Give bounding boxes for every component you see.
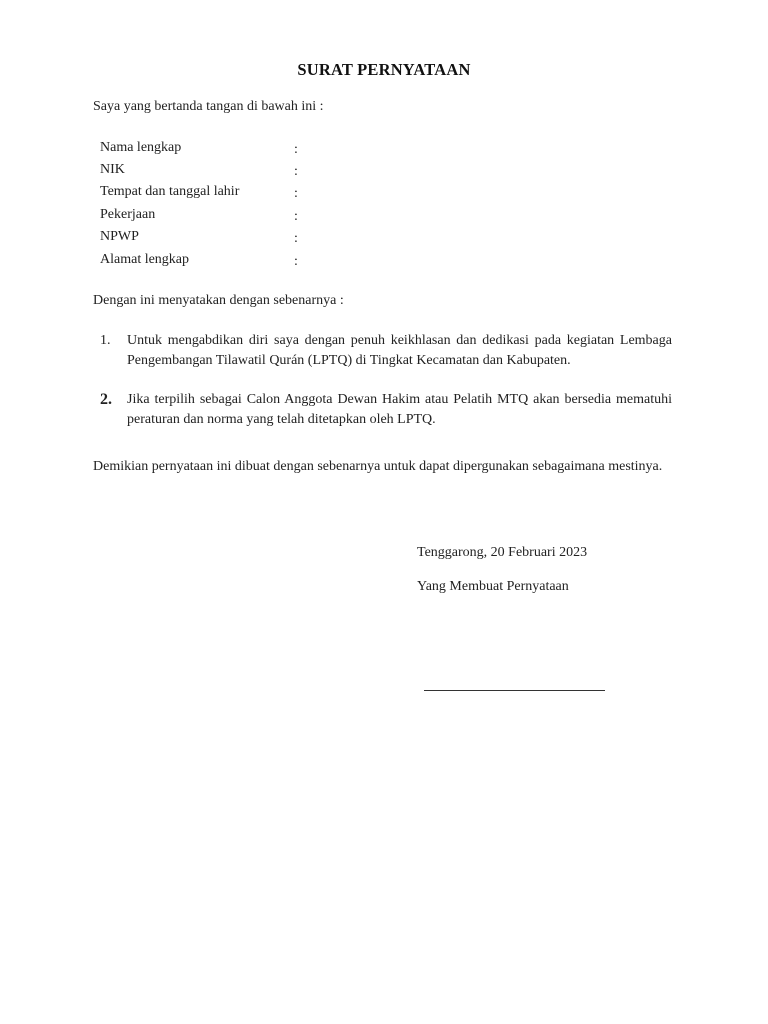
field-label: NPWP xyxy=(100,229,139,244)
closing-paragraph: Demikian pernyataan ini dibuat dengan sebenarnya untuk dapat dipergunakan sebagaimana mestinya. xyxy=(93,459,663,474)
list-number: 1. xyxy=(100,333,111,348)
document-title: SURAT PERNYATAAN xyxy=(297,60,471,79)
field-label: Nama lengkap xyxy=(100,140,182,155)
list-number: 2. xyxy=(100,391,112,408)
list-item-text: Jika terpilih sebagai Calon Anggota Dewan Hakim atau Pelatih MTQ akan bersedia mematuhi peraturan dan norma yang telah ditetapkan oleh LPTQ. xyxy=(127,392,672,427)
field-separator: : xyxy=(294,186,298,201)
statement-item-1 xyxy=(100,331,672,370)
statement-intro: Dengan ini menyatakan dengan sebenarnya : xyxy=(93,293,344,308)
field-label: Pekerjaan xyxy=(100,207,156,222)
field-separator: : xyxy=(294,209,298,224)
field-label: Alamat lengkap xyxy=(100,252,190,267)
field-separator: : xyxy=(294,254,298,269)
field-separator: : xyxy=(294,142,298,157)
place-date: Tenggarong, 20 Februari 2023 xyxy=(417,545,588,560)
field-label: Tempat dan tanggal lahir xyxy=(100,184,240,199)
intro-text: Saya yang bertanda tangan di bawah ini : xyxy=(93,99,324,114)
signature-line xyxy=(424,690,605,691)
field-separator: : xyxy=(294,164,298,179)
field-label: NIK xyxy=(100,162,125,177)
signer-role: Yang Membuat Pernyataan xyxy=(417,579,569,594)
list-item-text: Untuk mengabdikan diri saya dengan penuh keikhlasan dan dedikasi pada kegiatan Lembaga Pengembangan Tilawatil Qurán (LPTQ) di Tingkat Kecamatan dan Kabupaten. xyxy=(127,333,672,368)
statement-item-2 xyxy=(100,390,672,429)
field-separator: : xyxy=(294,231,298,246)
